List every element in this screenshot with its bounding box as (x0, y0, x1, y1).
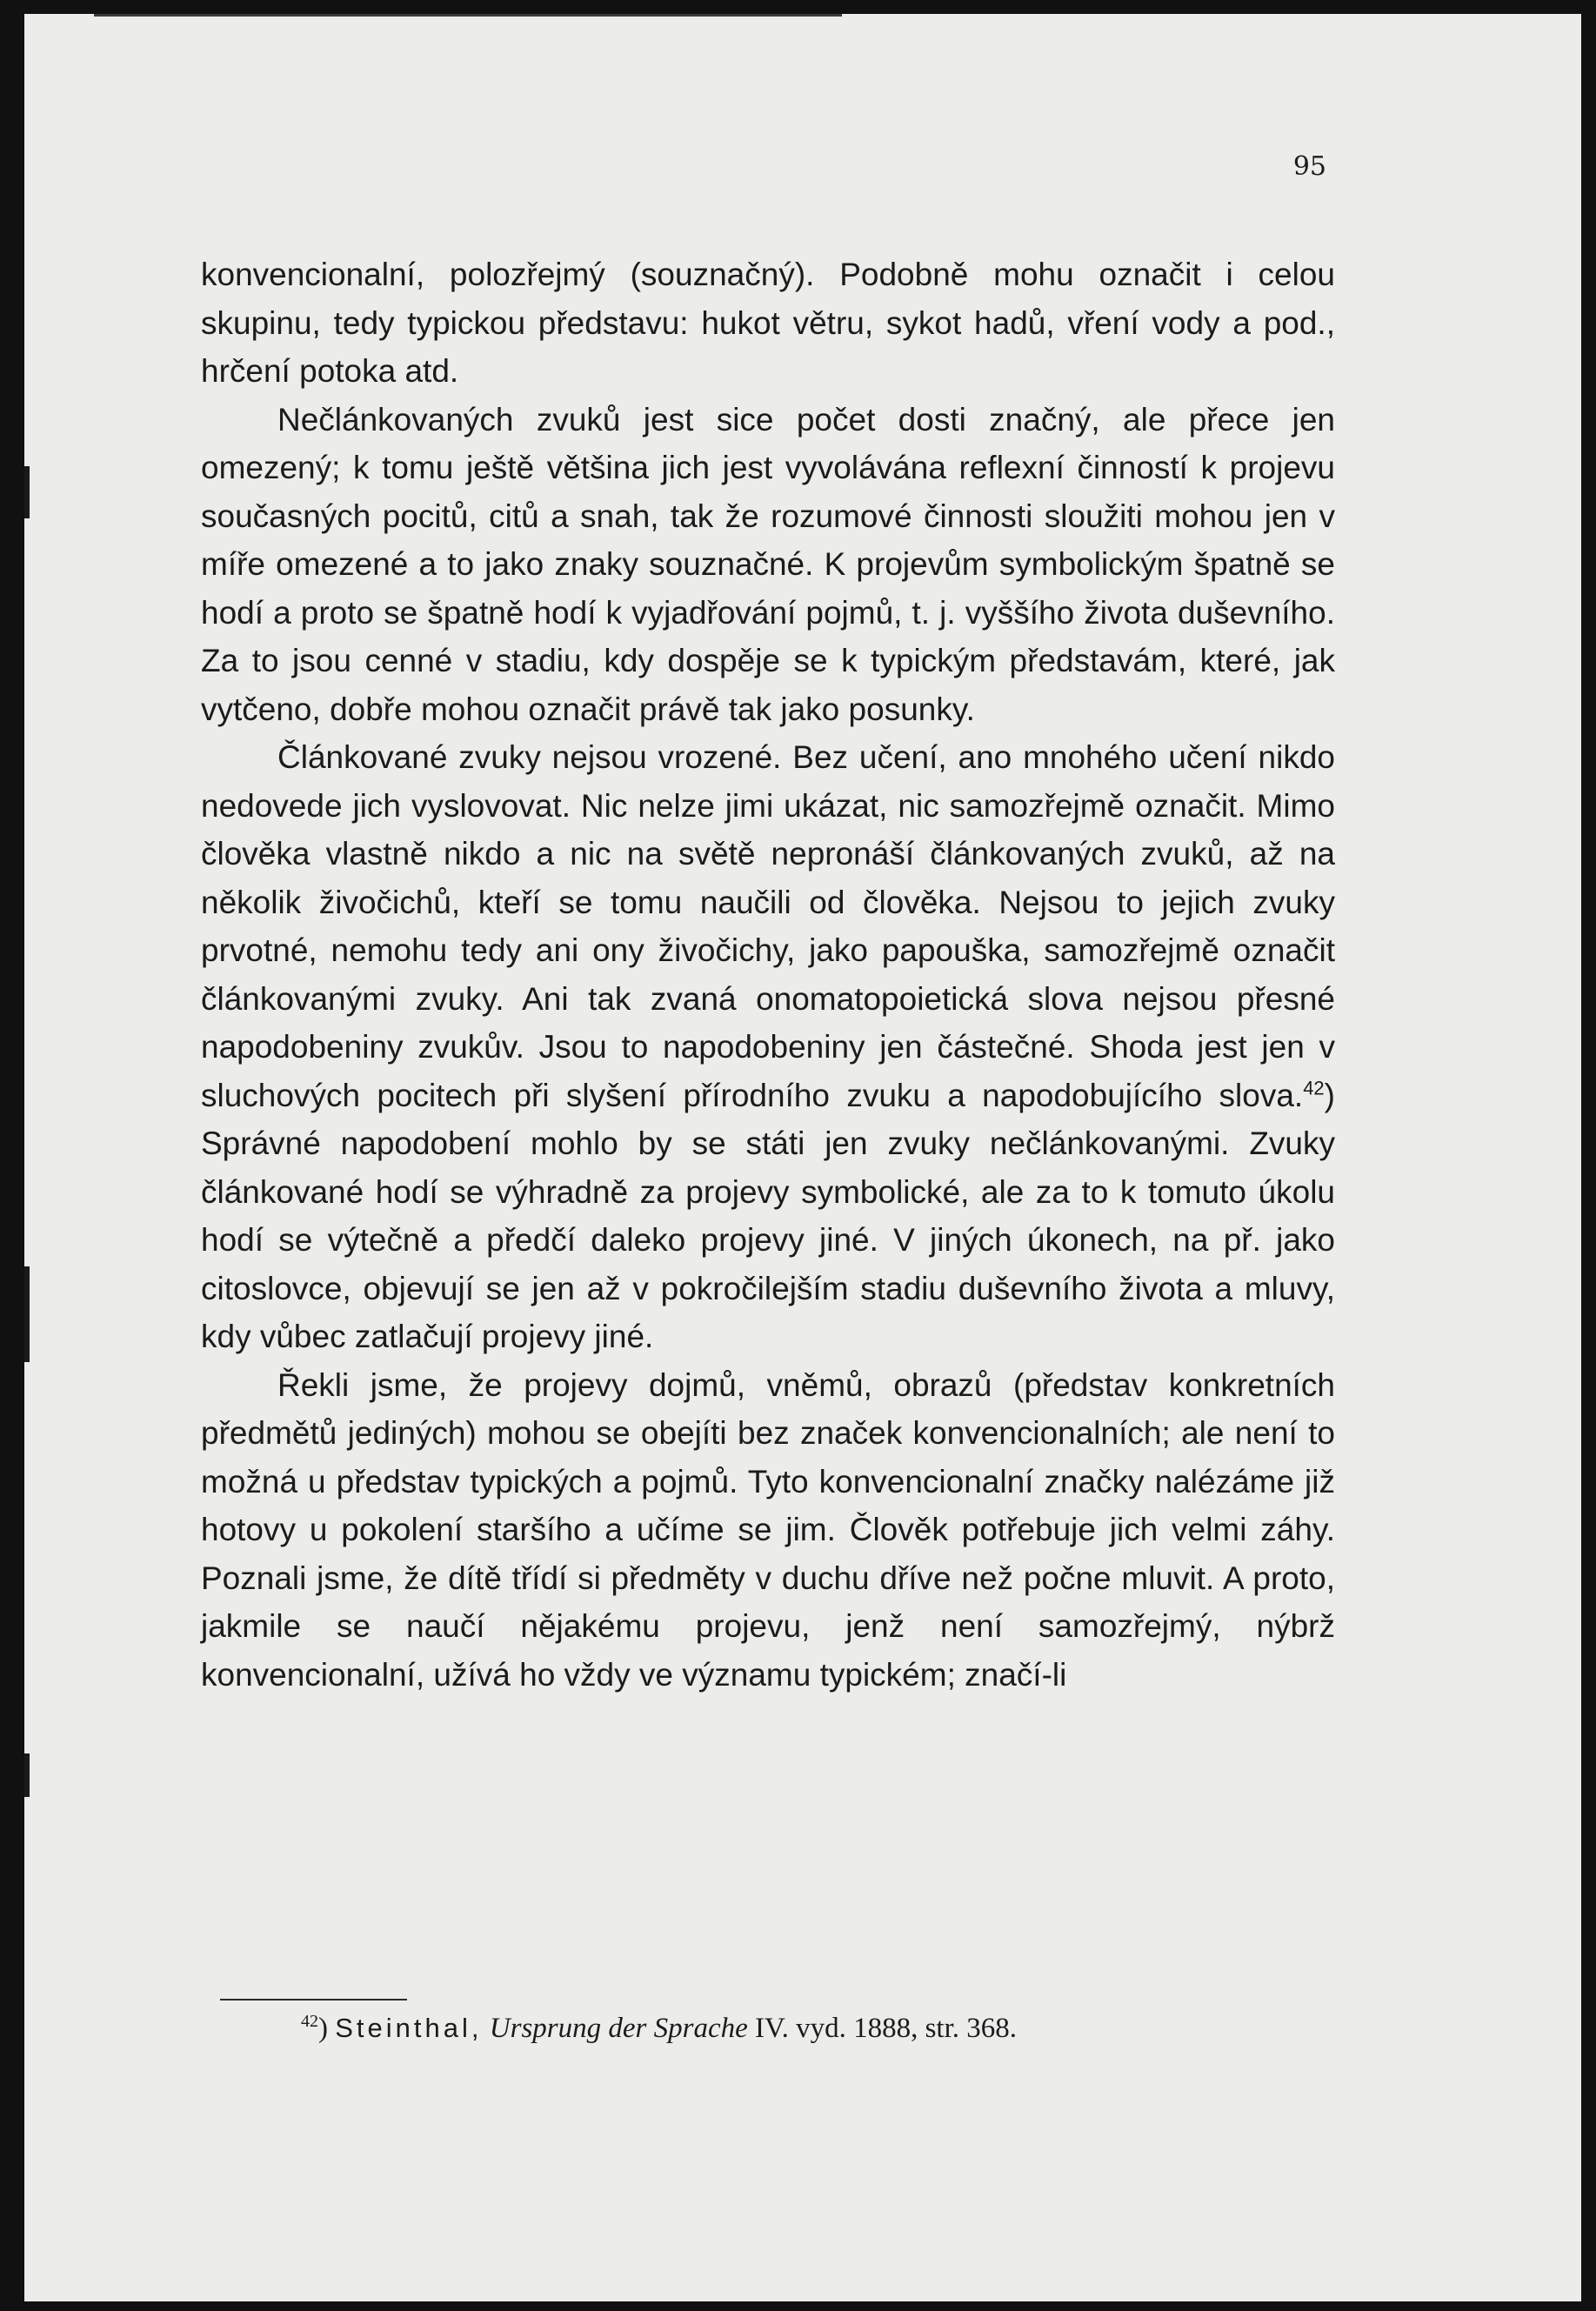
footnote-details: IV. vyd. 1888, str. 368. (755, 2013, 1017, 2044)
page-number: 95 (1292, 151, 1326, 182)
book-page (24, 14, 1581, 2301)
paragraph-3-text: Článkované zvuky nejsou vrozené. Bez učení, ano mnohého učení nikdo nedovede jich vyslovovat. Nic nelze jimi ukázat, nic samozřejmě označit. Mimo člověka vlastně nikdo a nic na světě nepronáší článkovaných zvuků, až na několik živočichů, kteří se tomu naučili od člověka. Nejsou to jejich zvuky prvotné, nemohu tedy ani ony živočichy, jako papouška, samozřejmě označit článkovanými zvuky. Ani tak zvaná onomatopoietická slova nejsou přesné napodobeniny zvukův. Jsou to napodobeniny jen částečné. Shoda jest jen v sluchových pocitech při slyšení přírodního zvuku a napodobujícího slova. (201, 739, 1335, 1113)
paragraph-2: Nečlánkovaných zvuků jest sice počet dosti značný, ale přece jen omezený; k tomu ještě většina jich jest vyvolávána reflexní činností k projevu současných pocitů, citů a snah, tak že rozumové činnosti sloužiti mohou jen v míře omezené a to jako znaky souznačné. K projevům symbolickým špatně se hodí a proto se špatně hodí k vyjadřování pojmů, t. j. vyššího života duševního. Za to jsou cenné v stadiu, kdy dospěje se k typickým představám, které, jak vytčeno, dobře mohou označit právě tak jako posunky. (201, 401, 1335, 727)
top-edge-rule (94, 14, 842, 17)
footnote-title: Ursprung der Sprache (489, 2013, 748, 2044)
spine-mark (24, 1266, 30, 1362)
spine-mark (24, 466, 30, 518)
body-text (201, 250, 1335, 1699)
footnote-reference: 42 (1303, 1077, 1325, 1099)
footnote-author: Steinthal, (335, 2013, 483, 2043)
paragraph-3 (201, 733, 1335, 1361)
footnote (301, 2012, 1017, 2045)
paragraph-1: konvencionalní, polozřejmý (souznačný). Podobně mohu označit i celou skupinu, tedy typickou představu: hukot větru, sykot hadů, vření vody a pod., hrčení potoka atd. (201, 257, 1335, 389)
footnote-marker-close: ) (318, 2013, 328, 2044)
spine-mark (24, 1753, 30, 1797)
paragraph-4: Řekli jsme, že projevy dojmů, vněmů, obrazů (představ konkretních předmětů jediných) mohou se obejíti bez značek konvencionalních; ale není to možná u představ typických a pojmů. Tyto konvencionalní značky nalézáme již hotovy u pokolení staršího a učíme se jim. Člověk potřebuje jich velmi záhy. Poznali jsme, že dítě třídí si předměty v duchu dříve než počne mluvit. A proto, jakmile se naučí nějakému projevu, jenž není samozřejmý, nýbrž konvencionalní, užívá ho vždy ve významu typickém; značí-li (201, 1366, 1335, 1693)
paragraph-3-continuation: ) Správné napodobení mohlo by se státi jen zvuky nečlánkovanými. Zvuky článkované hodí se výhradně za projevy symbolické, ale za to k tomuto úkolu hodí se výtečně a předčí daleko projevy jiné. V jiných úkonech, na př. jako citoslovce, objevují se jen až v pokročilejším stadiu duševního života a mluvy, kdy vůbec zatlačují projevy jiné. (201, 1077, 1335, 1354)
footnote-rule (220, 1999, 407, 2000)
footnote-marker: 42 (301, 2012, 318, 2031)
